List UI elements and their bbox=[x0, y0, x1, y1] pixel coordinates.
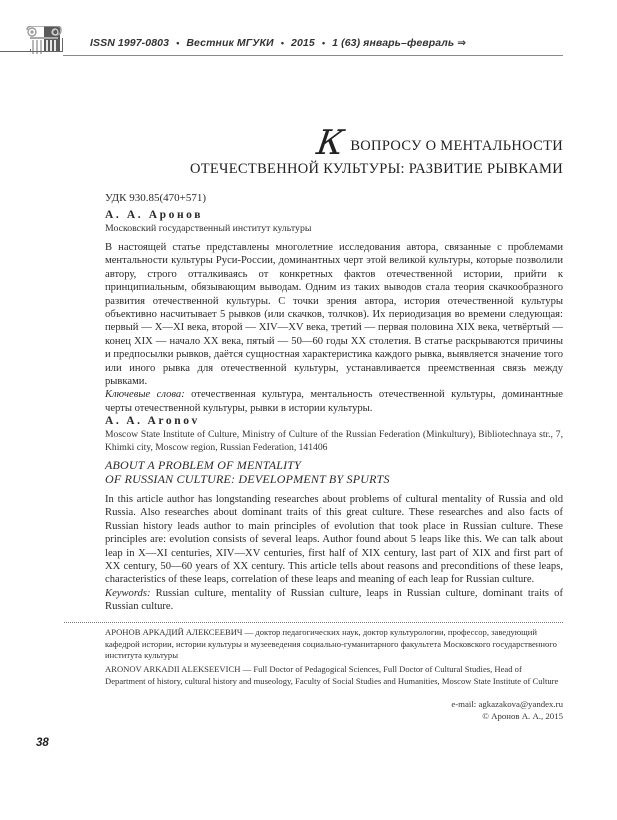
page-number: 38 bbox=[36, 737, 49, 749]
journal-issue: 1 (63) январь–февраль bbox=[332, 37, 455, 49]
logo-frame-line bbox=[0, 51, 62, 52]
journal-year: 2015 bbox=[291, 37, 315, 49]
separator-dot: • bbox=[280, 38, 285, 48]
bio-ru-name: АРОНОВ АРКАДИЙ АЛЕКСЕЕВИЧ bbox=[105, 627, 243, 637]
author-name-en: A. A. Aronov bbox=[105, 415, 200, 427]
journal-name: Вестник МГУКИ bbox=[186, 37, 274, 49]
author-email[interactable]: e-mail: agkazakova@yandex.ru bbox=[451, 699, 563, 709]
abstract-ru bbox=[105, 241, 563, 415]
keywords-ru-text: отечественная культура, ментальность отечественной культуры, доминантные черты отечественной культуры, рывки в истории культуры. bbox=[105, 389, 563, 414]
bio-ru-text: — доктор педагогических наук, доктор культурологии, профессор, заведующий кафедрой истории, истории культуры и музееведения социально-гуманитарного факультета Московского государственного института культуры bbox=[105, 627, 557, 661]
udk-code: УДК 930.85(470+571) bbox=[105, 192, 207, 204]
arrow-right-icon: ⇒ bbox=[457, 37, 467, 49]
bio-en-name: ARONOV ARKADII ALEKSEEVICH bbox=[105, 664, 241, 674]
author-affiliation-ru: Московский государственный институт культуры bbox=[105, 223, 312, 234]
author-bio-ru bbox=[105, 627, 563, 662]
keywords-en-label: Keywords: bbox=[105, 587, 151, 599]
author-bio-en bbox=[105, 664, 563, 687]
dotted-divider bbox=[64, 622, 563, 623]
article-title-en bbox=[105, 458, 563, 486]
article-title-line2 bbox=[190, 160, 563, 178]
separator-dot: • bbox=[321, 38, 326, 48]
logo-frame-line bbox=[62, 38, 63, 52]
article-title-line1 bbox=[314, 123, 563, 163]
title-line2-text: ОТЕЧЕСТВЕННОЙ КУЛЬТУРЫ: РАЗВИТИЕ РЫВКАМИ bbox=[189, 161, 563, 177]
contact-info bbox=[451, 699, 563, 722]
running-head bbox=[90, 37, 466, 49]
copyright-notice: © Аронов А. А., 2015 bbox=[482, 710, 563, 721]
abstract-ru-text: В настоящей статье представлены многолетние исследования автора, связанные с проблемами ментальности культуры Руси-России, доминантных черт этой великой культуры, которые позволили автору, строго отталкиваясь от конкретных фактов отечественной истории, прийти к принципиальным, обязывающим выводам. Одним из таких выводов стала теория скачкообразного развития отечественной культуры. С точки зрения автора, история отечественной культуры объективно насчитывает 5 рывков (или скачков, толчков). Их периодизация во времени следующая: первый — X—XI века, второй — XIV—XV века, третий — первая половина XIX века, четвёртый — конец XIX — начало XX века, пятый — 50—60 годы XX столетия. В статье раскрываются причины и предпосылки рывков, даётся сущностная характеристика каждого рывка, выявляется значение того или иного рывка для отечественной культуры, устанавливается преемственная связь между рывками. bbox=[105, 242, 563, 388]
abstract-en bbox=[105, 493, 563, 614]
author-name-ru: А. А. Аронов bbox=[105, 209, 204, 221]
logo-frame-line bbox=[30, 49, 31, 52]
bio-en-text: — Full Doctor of Pedagogical Sciences, Full Doctor of Cultural Studies, Head of Department of history, cultural history and museology, Faculty of Social Studies and Humanities, Moscow State Institute of Culture bbox=[105, 664, 559, 686]
title-dropcap: К bbox=[314, 123, 347, 163]
author-affiliation-en: Moscow State Institute of Culture, Ministry of Culture of the Russian Federation (Minkultury), Bibliotechnaya str., 7, Khimki city, Moscow region, Russian Federation, 141406 bbox=[105, 429, 563, 453]
abstract-en-text: In this article author has longstanding researches about problems of cultural mentality of Russia and old Russia. Also researches about dominant traits of this great culture. These researches and also facts of Russian history leads author to main principles of evolution that took place in Russian culture. These principles are: evolution consists of several leaps. Author found about 5 leaps like this. We can talk about leap in X—XI centuries, XIV—XV centuries, first half of XIX century, last part of XIX and first part of XX century, 50—60 years of XX century. This article tells about reasons and preconditions of these leaps, characteristics of these leaps, correlation of these leaps and meaning of each leap for Russian culture. bbox=[105, 494, 563, 586]
issn: ISSN 1997-0803 bbox=[90, 37, 170, 49]
keywords-ru-label: Ключевые слова: bbox=[105, 389, 185, 401]
separator-dot: • bbox=[176, 38, 180, 48]
title-en-line1: ABOUT A PROBLEM OF MENTALITY bbox=[105, 458, 302, 472]
keywords-en-text: Russian culture, mentality of Russian culture, leaps in Russian culture, dominant traits of Russian culture. bbox=[105, 587, 563, 613]
title-line1-text: ВОПРОСУ О МЕНТАЛЬНОСТИ bbox=[350, 138, 563, 154]
header-rule bbox=[63, 55, 563, 56]
title-en-line2: OF RUSSIAN CULTURE: DEVELOPMENT BY SPURTS bbox=[105, 472, 390, 486]
